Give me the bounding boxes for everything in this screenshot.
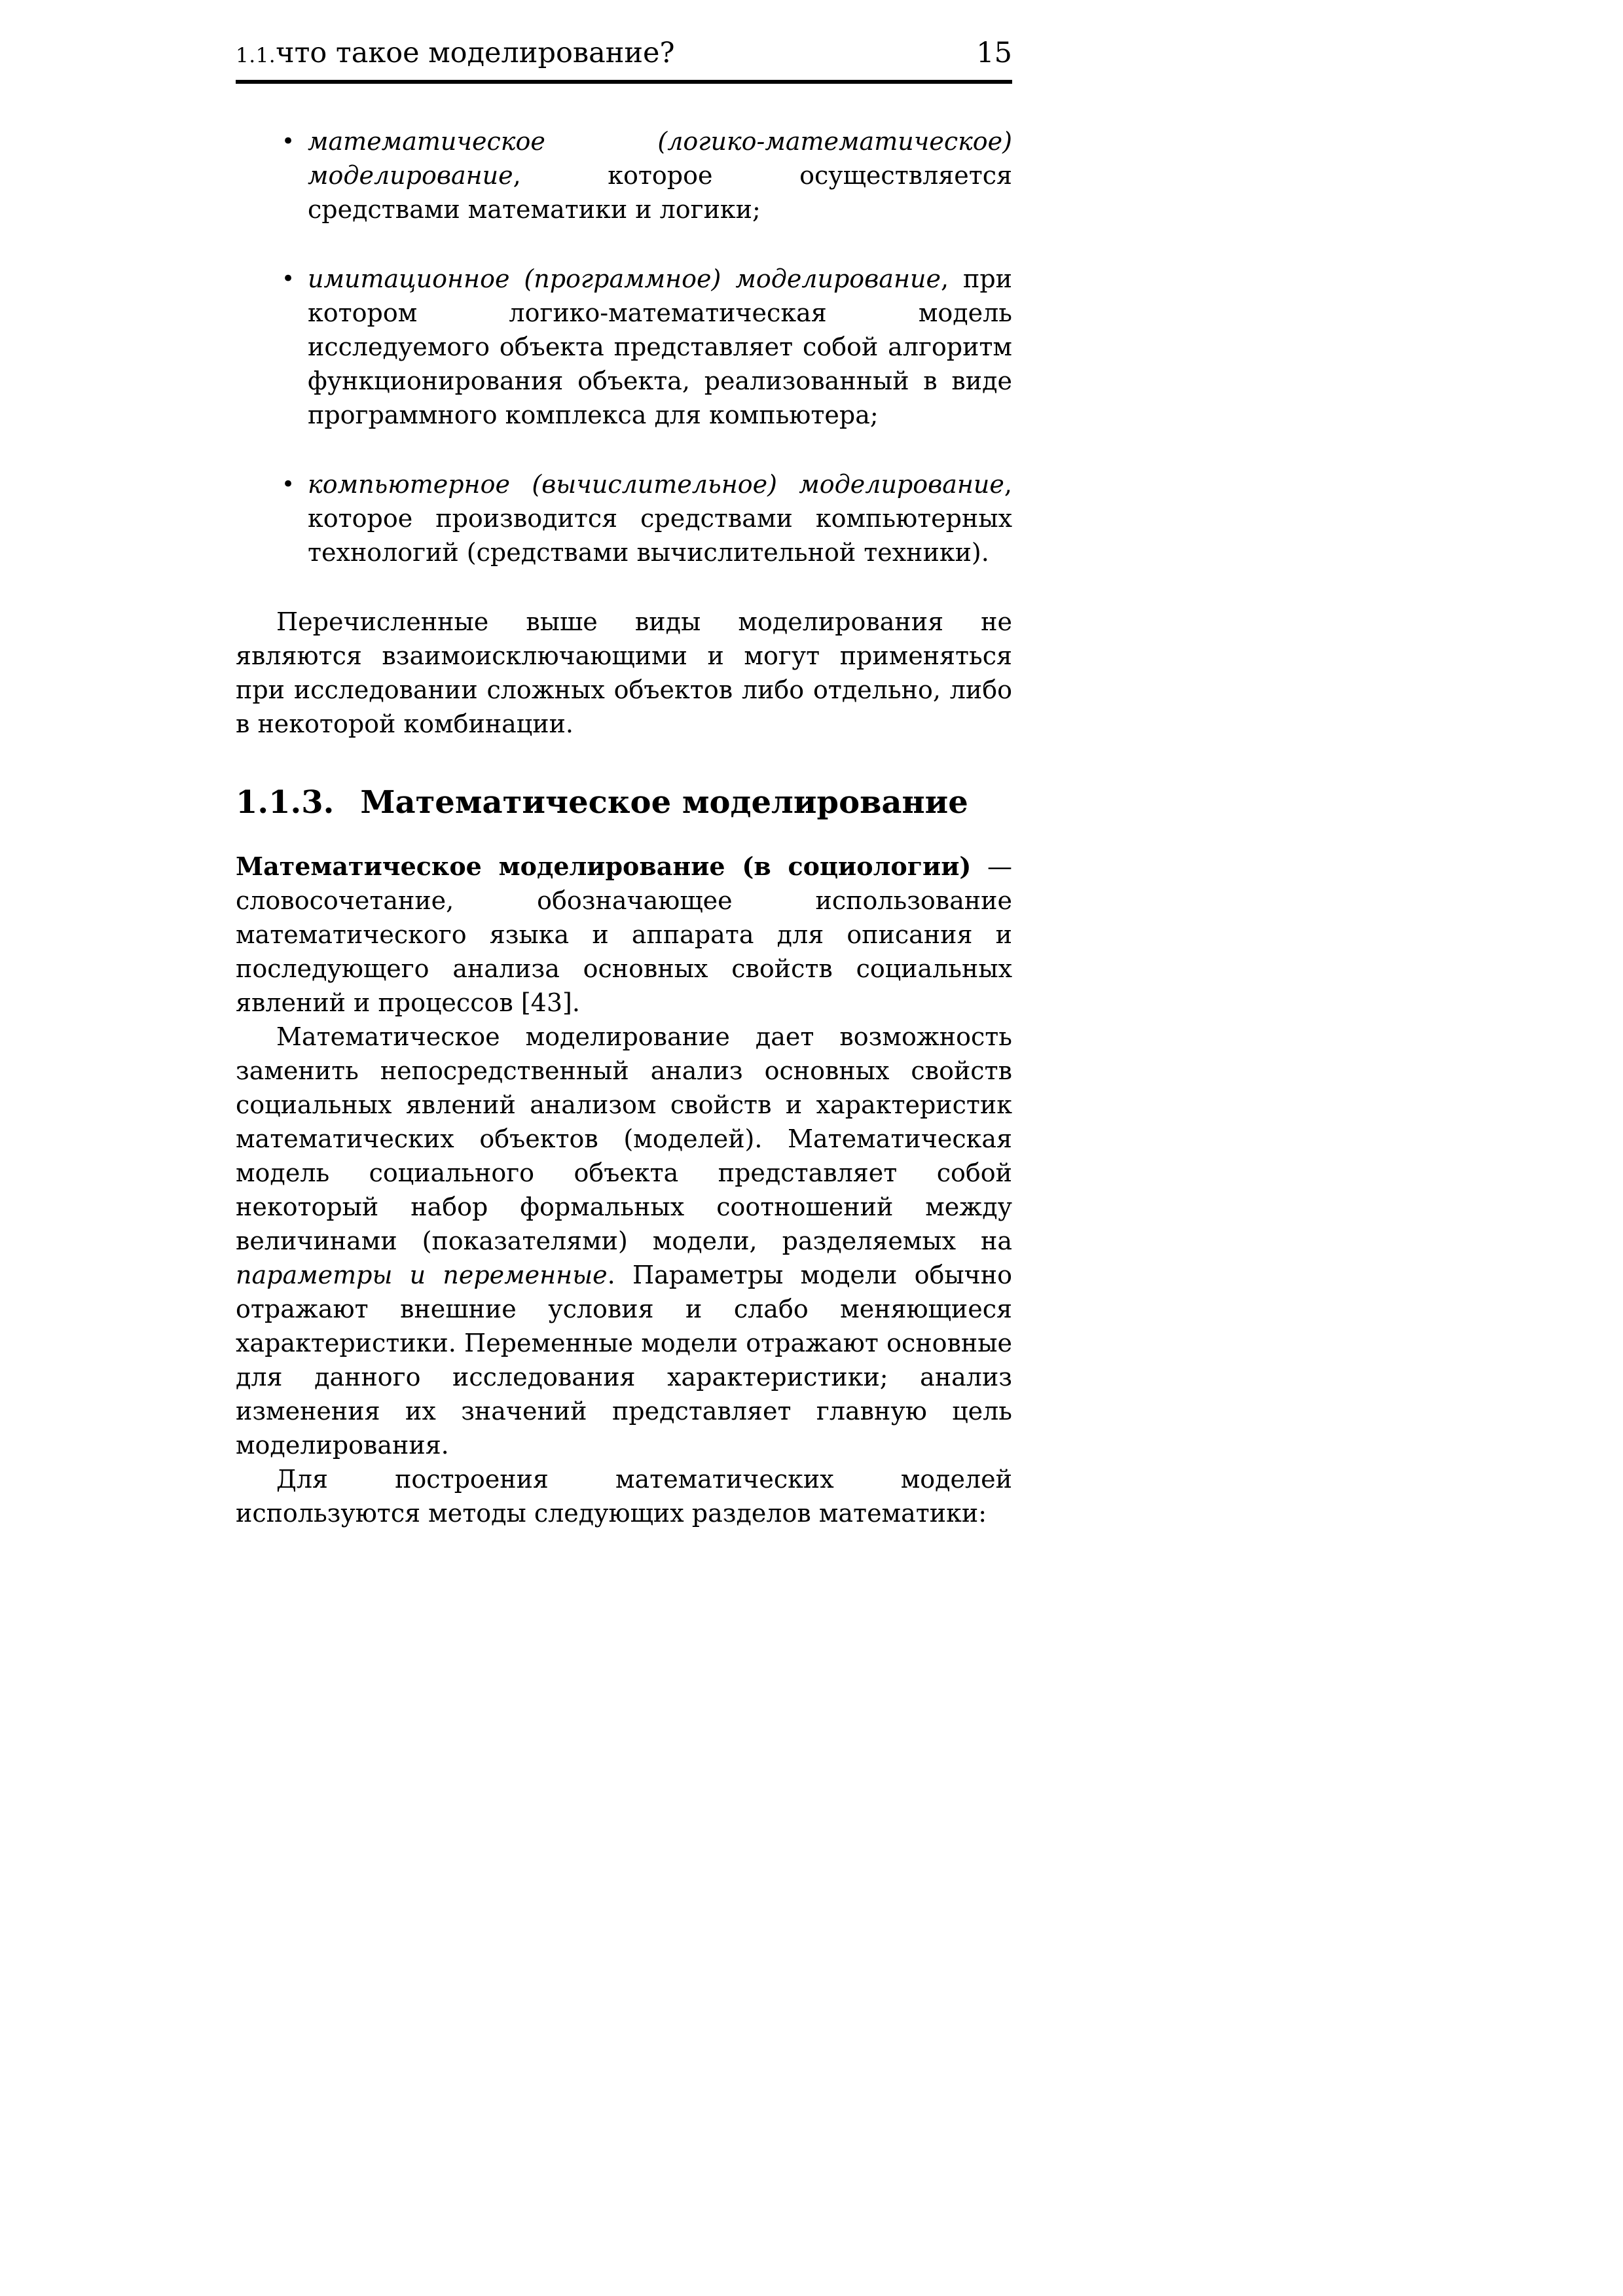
bullet-icon: • bbox=[282, 471, 295, 497]
page-content bbox=[236, 37, 1012, 1530]
definition-term: Математическое моделирование (в социологии) bbox=[236, 852, 972, 881]
definition-text: — словосочетание, обозначающее использование математического языка и аппарата для описания и последующего анализа основных свойств социальных явлений и процессов [43]. bbox=[236, 852, 1012, 1017]
list-item bbox=[236, 467, 1012, 569]
bullet-icon: • bbox=[282, 266, 295, 292]
section-heading-number: 1.1.3. bbox=[236, 784, 335, 821]
section-heading bbox=[236, 784, 1012, 821]
model-description-italic-terms: параметры и переменные bbox=[236, 1261, 608, 1289]
section-heading-title: Математическое моделирование bbox=[360, 784, 968, 821]
running-head bbox=[236, 37, 1012, 69]
header-rule bbox=[236, 80, 1012, 84]
modeling-types-list bbox=[236, 124, 1012, 569]
list-item-text bbox=[308, 262, 1012, 432]
model-description-part1: Математическое моделирование дает возможность заменить непосредственный анализ основных свойств социальных явлений анализом свойств и характеристик математических объектов (моделей). Математическая модель социального объекта представляет собой некоторый набор формальных соотношений между величинами (показателями) модели, разделяемых на bbox=[236, 1022, 1012, 1255]
list-item bbox=[236, 124, 1012, 226]
paragraph-modeling-types-note: Перечисленные выше виды моделирования не являются взаимоисключающими и могут применяться при исследовании сложных объектов либо отдельно, либо в некоторой комбинации. bbox=[236, 607, 1012, 738]
list-item-description: , при котором логико-математическая модель исследуемого объекта представляет собой алгоритм функционирования объекта, реализованный в виде программного комплекса для компьютера; bbox=[308, 264, 1013, 429]
running-head-section-number: 1.1. bbox=[236, 44, 276, 67]
list-item-description: , которое осуществляется средствами математики и логики; bbox=[308, 161, 1012, 224]
page-number: 15 bbox=[976, 37, 1012, 69]
running-head-title: что такое моделирование? bbox=[276, 37, 675, 69]
list-item-term: имитационное (программное) моделирование bbox=[308, 264, 941, 293]
model-description-part2: . Параметры модели обычно отражают внешние условия и слабо меняющиеся характеристики. Переменные модели отражают основные для данного исследования характеристики; анализ изменения их значений представляет главную цель моделирования. bbox=[236, 1261, 1012, 1460]
list-item-text bbox=[308, 467, 1012, 569]
list-item-description: , которое производится средствами компьютерных технологий (средствами вычислительной техники). bbox=[308, 470, 1012, 567]
list-item-text bbox=[308, 124, 1012, 226]
paragraph-model-description bbox=[236, 1020, 1012, 1462]
running-head-title-group bbox=[236, 37, 675, 69]
bullet-icon: • bbox=[282, 128, 295, 154]
list-item-term: математическое (логико-математическое) моделирование bbox=[308, 127, 1012, 190]
paragraph-closing: Для построения математических моделей используются методы следующих разделов математики: bbox=[236, 1465, 1012, 1528]
list-item-term: компьютерное (вычислительное) моделирование bbox=[308, 470, 1004, 499]
paragraph-definition bbox=[236, 850, 1012, 1020]
list-item bbox=[236, 262, 1012, 432]
